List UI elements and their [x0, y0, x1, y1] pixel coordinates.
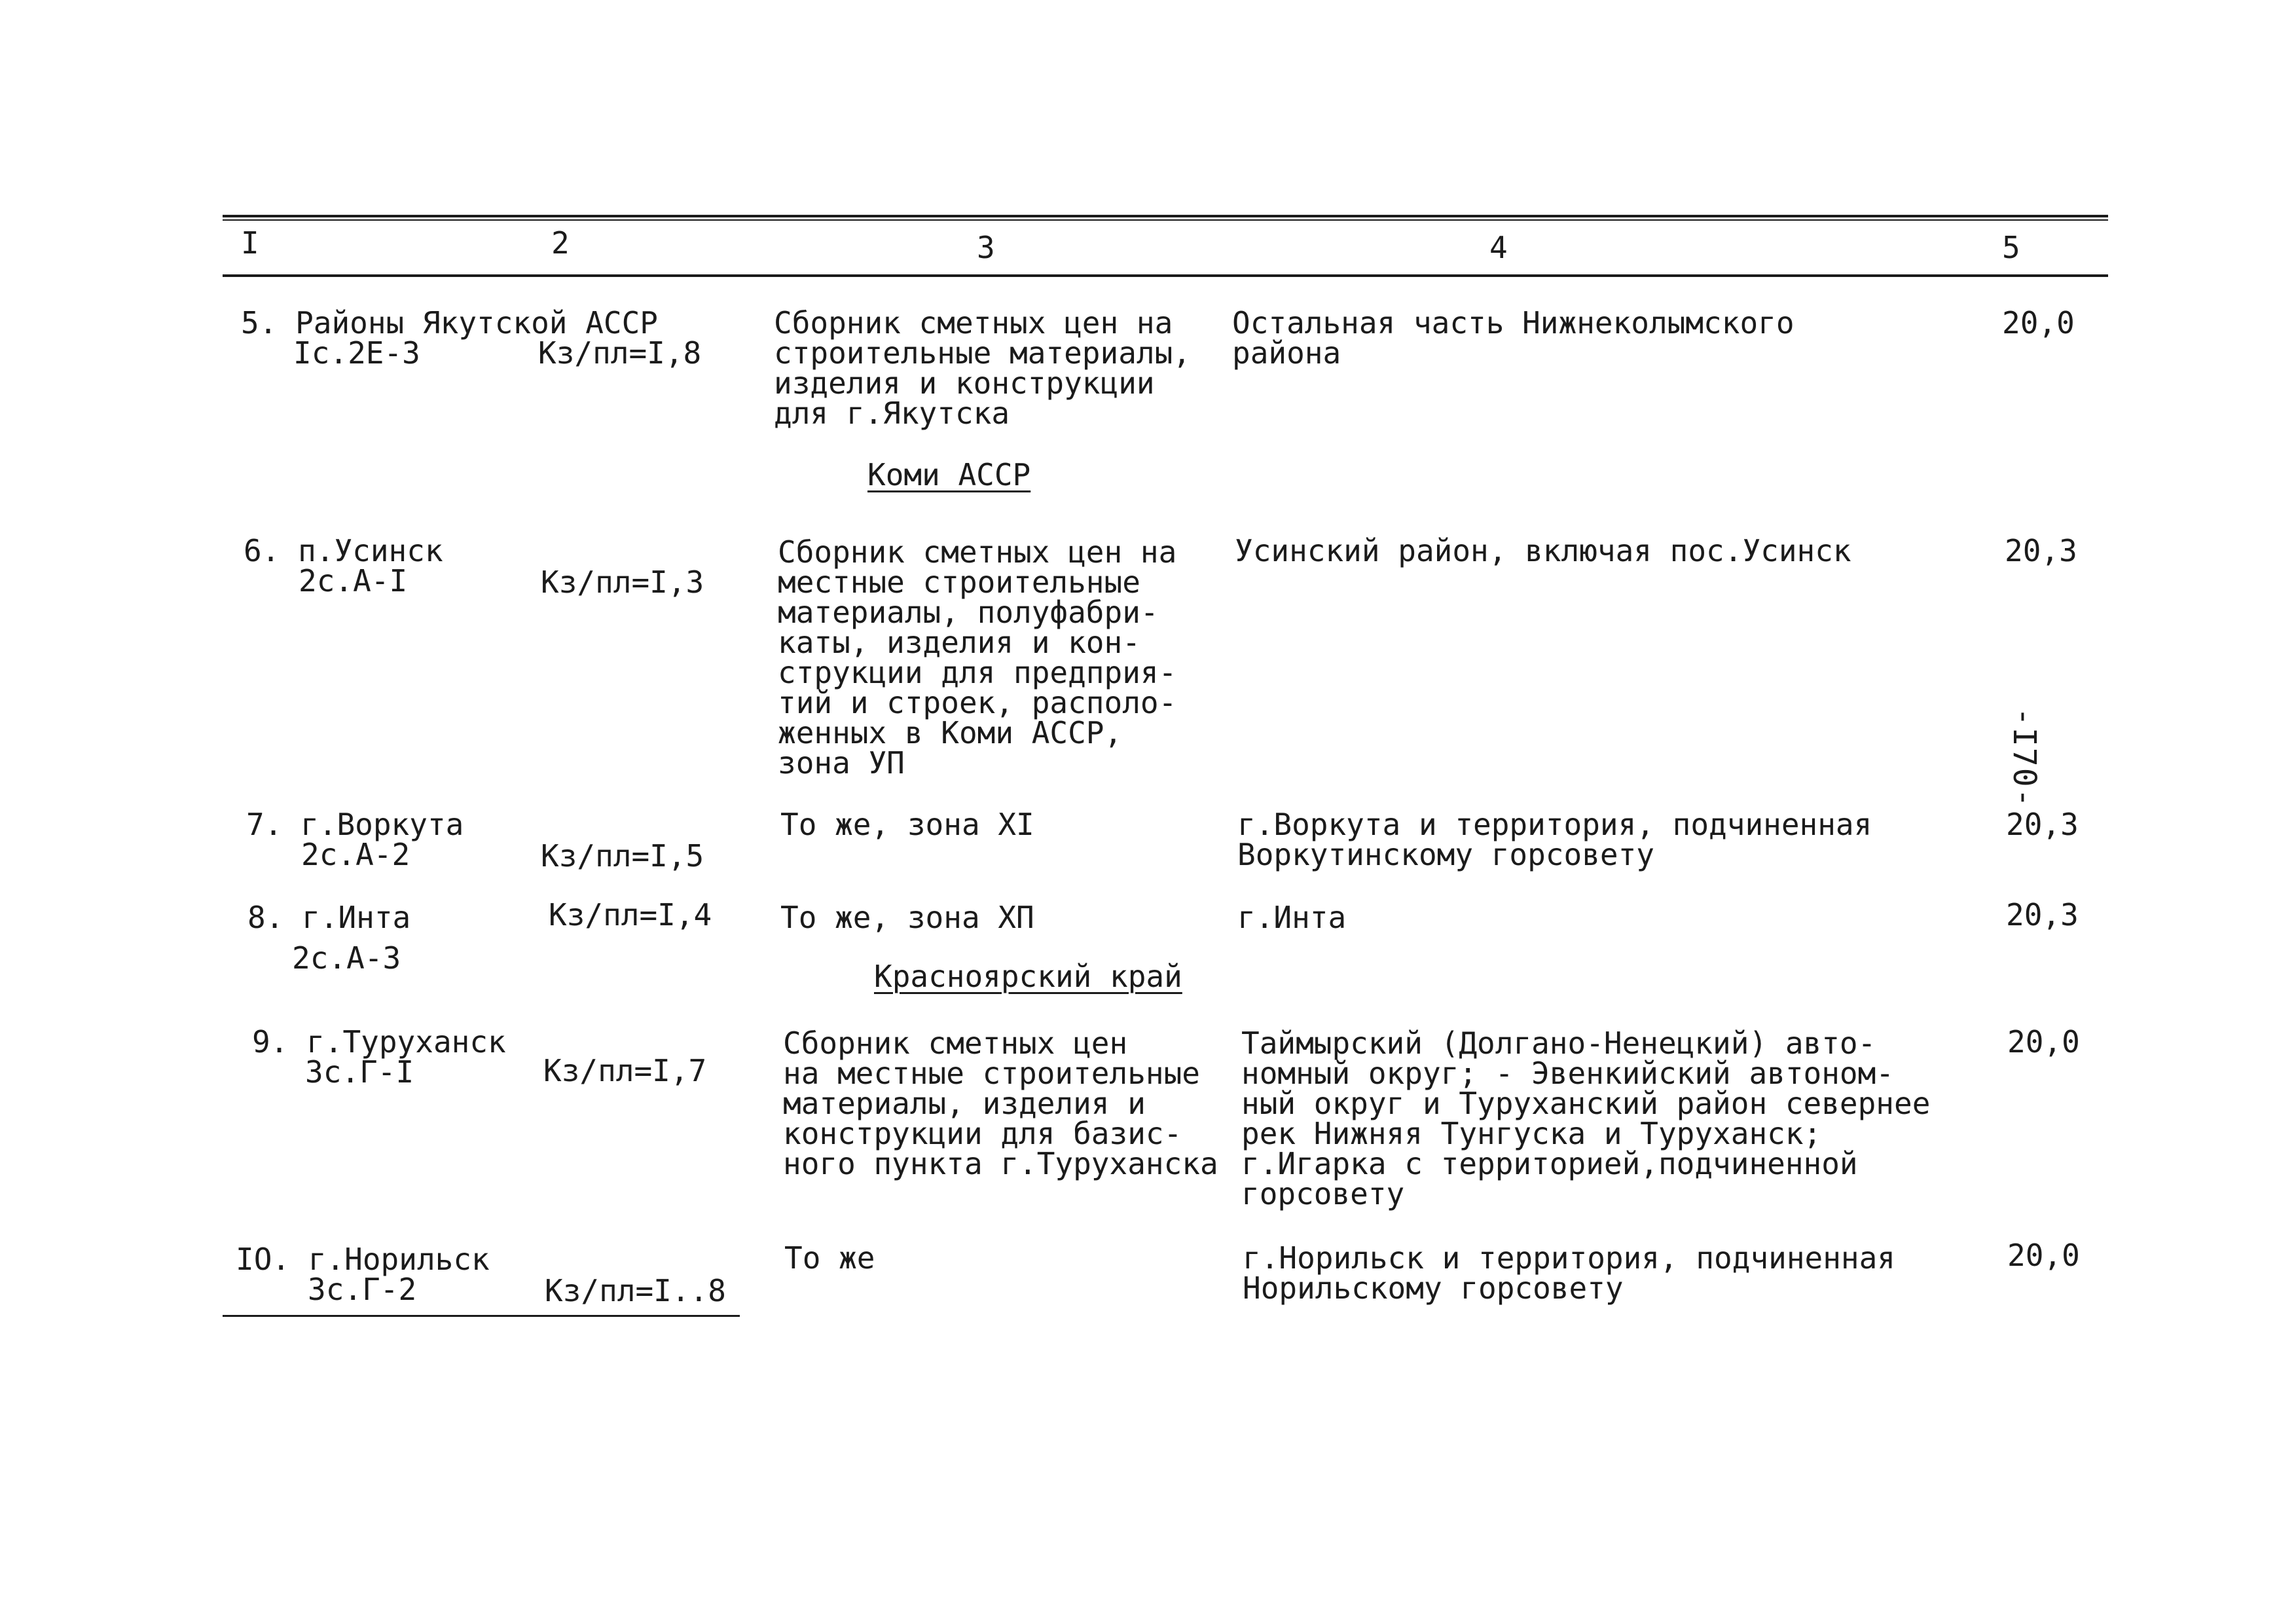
- row-coefficient: Кз/пл=I..8: [545, 1273, 726, 1308]
- row-code: 2с.А-I: [299, 563, 408, 599]
- row-place: 9. г.Туруханск: [252, 1024, 506, 1060]
- table-top-rule: [223, 215, 2108, 217]
- row-territory-line: г.Воркута и территория, подчиненная: [1237, 807, 1872, 842]
- row-source-line: То же: [784, 1240, 875, 1276]
- row-territory-line: Остальная часть Нижнеколымского: [1232, 305, 1795, 341]
- table-top-rule-inner: [223, 219, 2108, 221]
- row-territory-line: номный округ; - Эвенкийский автоном-: [1241, 1056, 1894, 1091]
- section-heading: Коми АССР: [867, 457, 1031, 492]
- row-place: IO. г.Норильск: [236, 1242, 490, 1277]
- header-bottom-rule: [223, 274, 2108, 277]
- row-place: 8. г.Инта: [247, 900, 411, 935]
- row-value: 20,3: [2005, 533, 2077, 568]
- row-source-line: тий и строек, располо-: [778, 685, 1177, 720]
- row-coefficient: Кз/пл=I,4: [549, 897, 712, 932]
- column-header-2: 2: [551, 225, 570, 261]
- row-place: 5. Районы Якутской АССР: [241, 305, 658, 341]
- row-value: 20,0: [2002, 305, 2075, 341]
- row-source-line: ного пункта г.Туруханска: [783, 1146, 1218, 1181]
- section-heading: Красноярский край: [874, 959, 1182, 994]
- row-source-line: Сборник сметных цен: [783, 1025, 1128, 1061]
- row-source-line: для г.Якутска: [774, 396, 1010, 431]
- row-territory-line: г.Игарка с территорией,подчиненной: [1241, 1146, 1858, 1181]
- row-territory-line: Таймырский (Долгано-Ненецкий) авто-: [1241, 1025, 1876, 1061]
- row-value: 20,0: [2007, 1238, 2080, 1273]
- row-coefficient: Кз/пл=I,7: [543, 1053, 707, 1088]
- row-value: 20,0: [2007, 1024, 2080, 1060]
- row-territory-line: горсовету: [1241, 1176, 1405, 1211]
- row-territory-line: Норильскому горсовету: [1243, 1270, 1624, 1306]
- row-source-line: строительные материалы,: [774, 335, 1191, 371]
- table-bottom-rule: [223, 1315, 740, 1317]
- row-source-line: То же, зона XП: [780, 900, 1034, 935]
- row-coefficient: Кз/пл=I,3: [541, 564, 704, 600]
- row-coefficient: Кз/пл=I,5: [541, 838, 704, 874]
- row-territory-line: Воркутинскому горсовету: [1237, 837, 1654, 872]
- row-code: 2с.А-3: [292, 940, 401, 976]
- row-source-line: изделия и конструкции: [774, 365, 1155, 401]
- row-source-line: материалы, полуфабри-: [778, 595, 1159, 630]
- row-place: 7. г.Воркута: [246, 807, 464, 842]
- column-header-4: 4: [1489, 230, 1508, 265]
- column-header-5: 5: [2002, 230, 2020, 265]
- row-value: 20,3: [2006, 807, 2079, 842]
- page-number: -I70-: [2006, 707, 2043, 809]
- row-territory-line: района: [1232, 335, 1341, 371]
- row-coefficient: Кз/пл=I,8: [538, 335, 702, 371]
- row-source-line: женных в Коми АССР,: [778, 715, 1123, 750]
- row-code: Iс.2Е-3: [293, 335, 420, 371]
- row-code: 3с.Г-I: [305, 1054, 414, 1090]
- row-code: 3с.Г-2: [308, 1272, 417, 1307]
- row-source-line: То же, зона XI: [780, 807, 1034, 842]
- row-value: 20,3: [2006, 897, 2079, 932]
- row-source-line: Сборник сметных цен на: [778, 534, 1177, 570]
- row-source-line: на местные строительные: [783, 1056, 1200, 1091]
- row-source-line: Сборник сметных цен на: [774, 305, 1173, 341]
- row-source-line: местные строительные: [778, 564, 1140, 600]
- row-territory-line: Усинский район, включая пос.Усинск: [1235, 533, 1851, 568]
- row-source-line: материалы, изделия и: [783, 1086, 1146, 1121]
- row-territory-line: г.Инта: [1237, 900, 1347, 935]
- row-territory-line: ный округ и Туруханский район севернее: [1241, 1086, 1931, 1121]
- row-source-line: каты, изделия и кон-: [778, 625, 1140, 660]
- row-place: 6. п.Усинск: [244, 533, 443, 568]
- column-header-1: I: [241, 225, 259, 261]
- column-header-3: 3: [977, 230, 995, 265]
- row-source-line: струкции для предприя-: [778, 655, 1177, 690]
- row-source-line: зона УП: [778, 745, 905, 781]
- row-territory-line: рек Нижняя Тунгуска и Туруханск;: [1241, 1116, 1822, 1151]
- row-source-line: конструкции для базис-: [783, 1116, 1182, 1151]
- row-code: 2с.А-2: [301, 837, 410, 872]
- row-territory-line: г.Норильск и территория, подчиненная: [1243, 1240, 1895, 1276]
